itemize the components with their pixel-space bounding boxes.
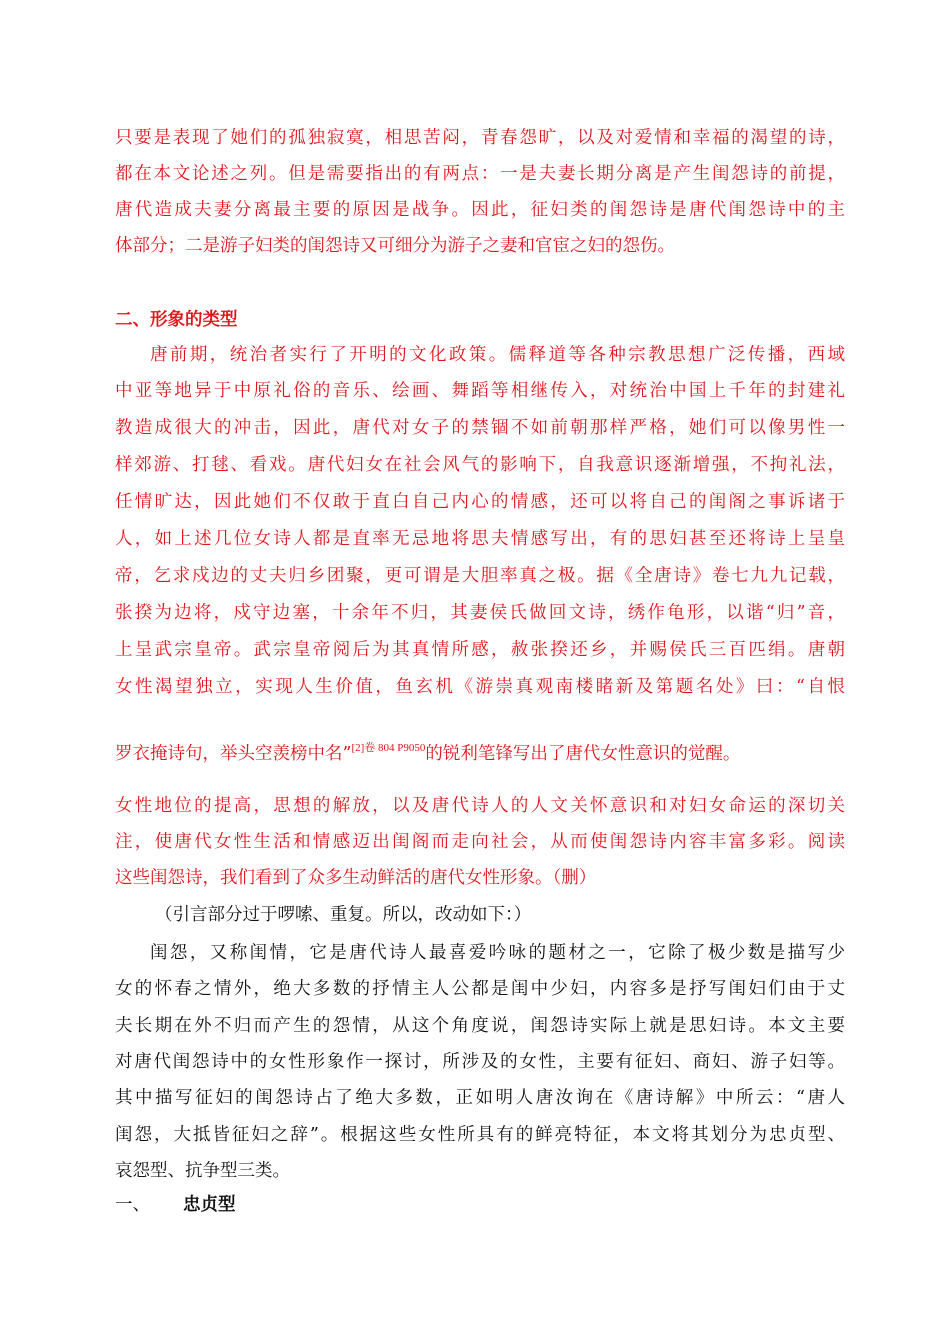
section2-line-1: 唐前期，统治者实行了开明的文化政策。儒释道等各种宗教思想广泛传播，西域: [150, 345, 845, 365]
intro-line-2: 都在本文论述之列。但是需要指出的有两点：一是夫妻长期分离是产生闺怨诗的前提，: [115, 164, 845, 184]
revised-line-1: 闺怨，又称闺情，它是唐代诗人最喜爱吟咏的题材之一，它除了极少数是描写少: [150, 943, 845, 963]
revised-line-4: 对唐代闺怨诗中的女性形象作一探讨，所涉及的女性，主要有征妇、商妇、游子妇等。: [115, 1052, 845, 1072]
tail-line-1: 女性地位的提高，思想的解放，以及唐代诗人的人文关怀意识和对妇女命运的深切关: [115, 796, 845, 816]
section2-line-6: 人，如上述几位女诗人都是直率无忌地将思夫情感写出，有的思妇甚至还将诗上呈皇: [115, 529, 845, 549]
section2-line-9: 上呈武宗皇帝。武宗皇帝阅后为其真情所感，赦张揆还乡，并赐侯氏三百匹绢。唐朝: [115, 640, 845, 660]
editor-note: （引言部分过于啰嗦、重复。所以，改动如下：）: [155, 905, 532, 925]
section2-line-2: 中亚等地异于中原礼俗的音乐、绘画、舞蹈等相继传入，对统治中国上千年的封建礼: [115, 381, 845, 401]
section2-line-10: 女性渴望独立，实现人生价值，鱼玄机《游崇真观南楼睹新及第题名处》曰：“自恨: [115, 677, 845, 697]
section2-line-4: 样郊游、打毬、看戏。唐代妇女在社会风气的影响下，自我意识逐渐增强，不拘礼法，: [115, 455, 845, 475]
section2-line-8: 张揆为边将，戍守边塞，十余年不归，其妻侯氏做回文诗，绣作龟形，以谐“归”音，: [115, 603, 845, 623]
section2-line-5: 任情旷达，因此她们不仅敢于直白自己内心的情感，还可以将自己的闺阁之事诉诸于: [115, 492, 845, 512]
tail-line-2: 注，使唐代女性生活和情感迈出闺阁而走向社会，从而使闺怨诗内容丰富多彩。阅读: [115, 832, 845, 852]
revised-line-3: 夫长期在外不归而产生的怨情，从这个角度说，闺怨诗实际上就是思妇诗。本文主要: [115, 1016, 845, 1036]
revised-line-5: 其中描写征妇的闺怨诗占了绝大多数，正如明人唐汝询在《唐诗解》中所云：“唐人: [115, 1088, 845, 1108]
citation-text-before: 罗衣掩诗句，举头空羡榜中名”: [115, 744, 352, 764]
revised-line-2: 女的怀春之情外，绝大多数的抒情主人公都是闺中少妇，内容多是抒写闺妇们由于丈: [115, 979, 845, 999]
subheading-title: 忠贞型: [183, 1195, 236, 1215]
intro-line-3: 唐代造成夫妻分离最主要的原因是战争。因此，征妇类的闺怨诗是唐代闺怨诗中的主: [115, 200, 845, 220]
citation-text-after: 的锐利笔锋写出了唐代女性意识的觉醒。: [425, 744, 741, 764]
intro-line-1: 只要是表现了她们的孤独寂寞，相思苦闷，青春怨旷，以及对爱情和幸福的渴望的诗，: [115, 128, 845, 148]
section-heading: 二、形象的类型: [115, 310, 238, 330]
citation-line: [115, 736, 845, 774]
subheading-number: 一、: [115, 1195, 150, 1215]
intro-line-4: 体部分；二是游子妇类的闺怨诗又可细分为游子之妻和官宦之妇的怨伤。: [115, 236, 675, 256]
revised-line-6: 闺怨，大抵皆征妇之辞”。根据这些女性所具有的鲜亮特征，本文将其划分为忠贞型、: [115, 1125, 845, 1145]
section2-line-7: 帝，乞求戍边的丈夫归乡团聚，更可谓是大胆率真之极。据《全唐诗》卷七九九记载，: [115, 566, 845, 586]
section2-line-3: 教造成很大的冲击，因此，唐代对女子的禁锢不如前朝那样严格，她们可以像男性一: [115, 418, 845, 438]
citation-superscript: [2]卷 804 P9050: [351, 742, 426, 754]
tail-line-3: 这些闺怨诗，我们看到了众多生动鲜活的唐代女性形象。（删）: [115, 868, 597, 888]
revised-line-7: 哀怨型、抗争型三类。: [115, 1161, 290, 1181]
